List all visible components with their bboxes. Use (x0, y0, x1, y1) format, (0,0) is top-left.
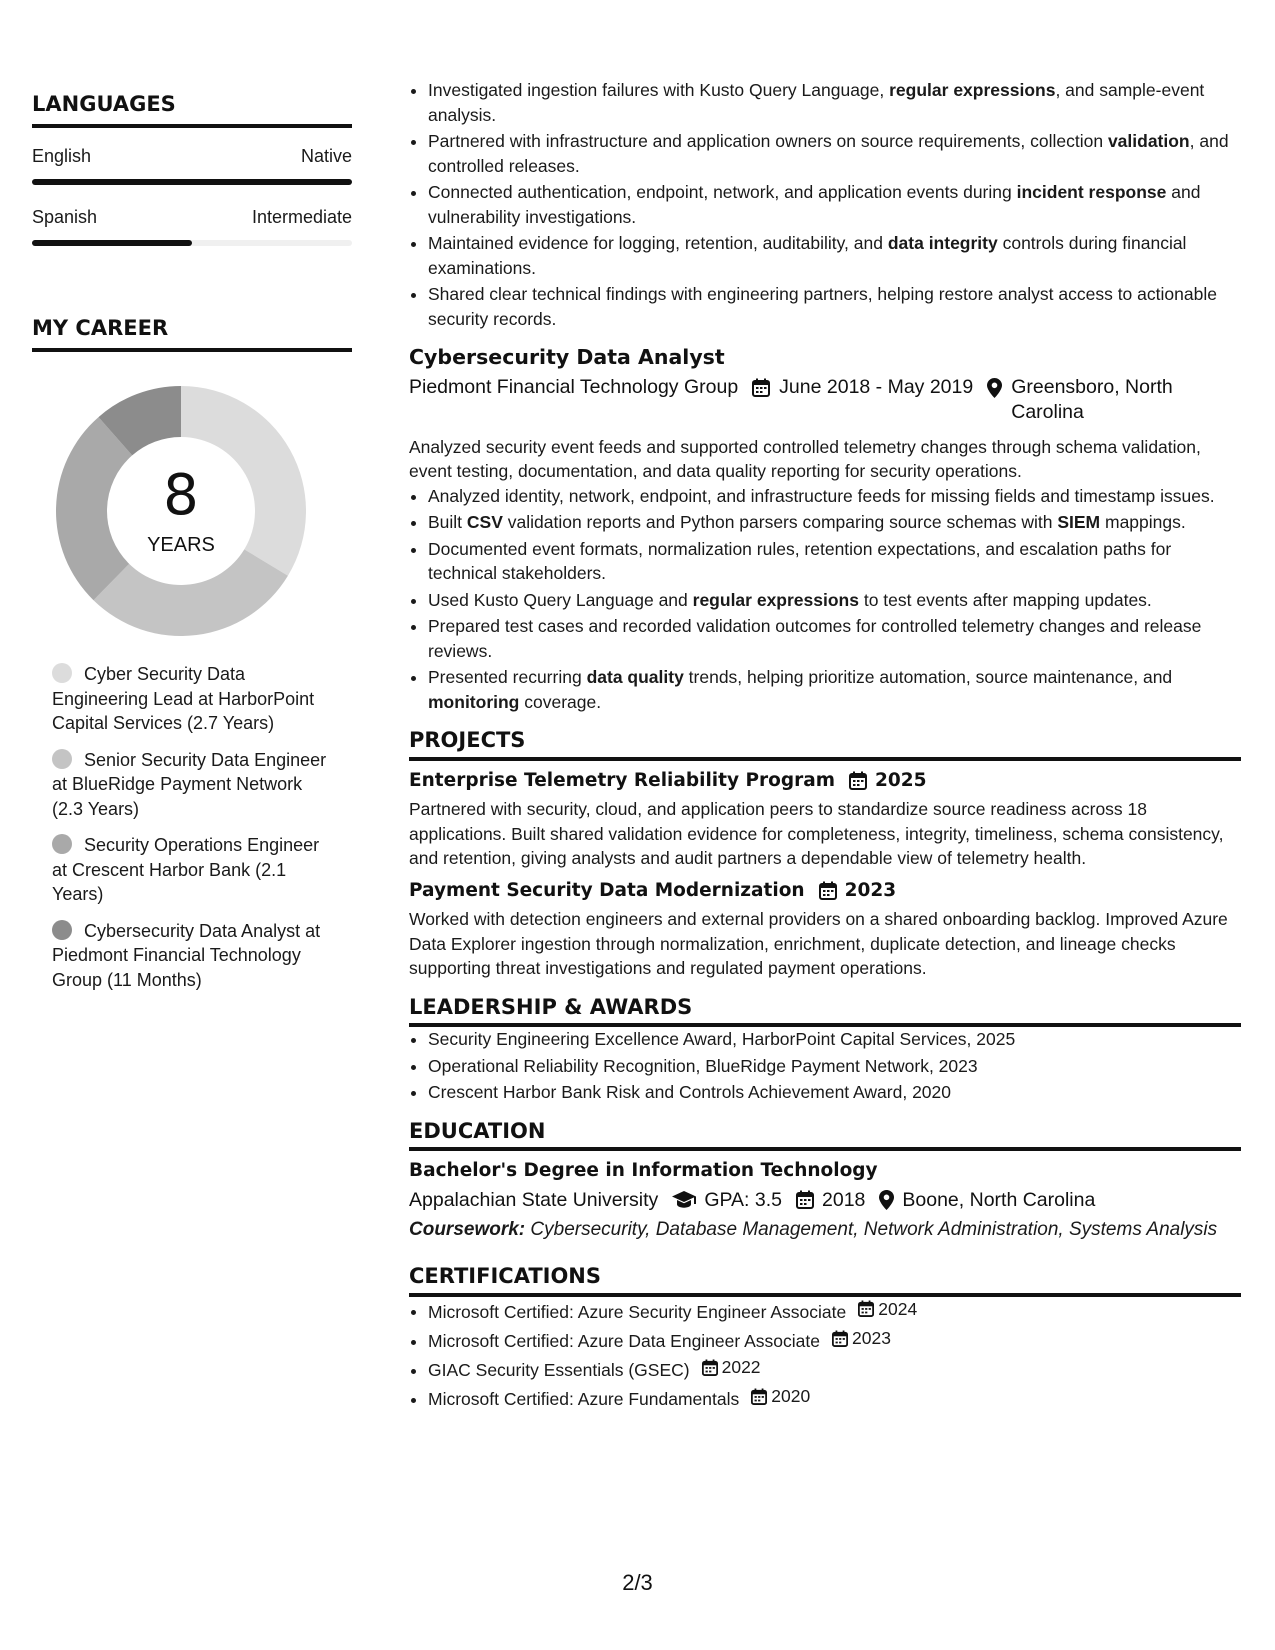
languages-heading: LANGUAGES (32, 92, 352, 128)
coursework-label: Coursework: (409, 1219, 526, 1240)
calendar-icon (849, 771, 867, 790)
calendar-icon (796, 1190, 814, 1209)
bullet-item (428, 537, 1241, 586)
bullet-text: coverage. (519, 691, 602, 712)
map-pin-icon (879, 1190, 894, 1210)
bullet-text: Shared clear technical findings with engineering partners, helping restore analyst access to actionable security records. (428, 284, 1217, 329)
legend-swatch (52, 749, 72, 769)
school-location: Boone, North Carolina (902, 1188, 1096, 1211)
legend-swatch (52, 663, 72, 683)
bullet-text: Connected authentication, endpoint, network, and application events during (428, 182, 1017, 202)
certification-name: Microsoft Certified: Azure Data Engineer Associate (428, 1330, 820, 1351)
certification-year: 2024 (878, 1298, 918, 1319)
job-location: Greensboro, North Carolina (1011, 375, 1173, 423)
bullet-text: trends, helping prioritize automation, source maintenance, and (683, 667, 1173, 687)
graduation-cap-icon (672, 1191, 696, 1208)
job-company: Piedmont Financial Technology Group (409, 375, 739, 398)
project-year: 2025 (875, 769, 927, 791)
page-number: 2/3 (622, 1570, 653, 1595)
language-level-fill (32, 240, 192, 246)
bullet-text: to test events after mapping updates. (858, 589, 1152, 610)
bullet-text: Maintained evidence for logging, retention, auditability, and (428, 233, 888, 253)
certification-year: 2023 (852, 1327, 891, 1348)
certifications-list (409, 1297, 1241, 1412)
coursework (409, 1218, 1241, 1242)
career-legend-label: Cybersecurity Data Analyst at Piedmont Financial Technology Group (11 Months) (52, 920, 321, 990)
bullet-text: Investigated ingestion failures with Kusto Query Language, (428, 80, 890, 100)
right-column (409, 78, 1241, 1414)
calendar-icon (819, 881, 837, 900)
language-name: Spanish (32, 207, 98, 227)
gpa: GPA: 3.5 (704, 1188, 782, 1211)
school-name: Appalachian State University (409, 1188, 659, 1211)
bullet-item (428, 282, 1241, 331)
certification-year: 2022 (721, 1357, 761, 1377)
bullet-keyword: incident response (1016, 182, 1167, 202)
certification-name: Microsoft Certified: Azure Security Engineer Associate (428, 1301, 847, 1322)
bullet-item (428, 484, 1241, 509)
certification-item (428, 1384, 1241, 1411)
bullet-item (428, 588, 1241, 613)
project-description: Partnered with security, cloud, and application peers to standardize source readiness across 18 applications. Built shared validation evidence for completeness, integrity, timeliness, schema consistency, and retention, giving analysts and audit partners a dependable view of telemetry health. (409, 799, 1224, 868)
language-name: English (32, 146, 92, 166)
job-dates-group (738, 375, 973, 425)
career-legend-item (52, 662, 337, 736)
legend-swatch (52, 834, 72, 854)
job-dates: June 2018 - May 2019 (779, 375, 974, 398)
bullet-text: Presented recurring (428, 667, 587, 687)
bullet-item (428, 180, 1241, 229)
awards-heading: LEADERSHIP & AWARDS (409, 995, 1241, 1028)
legend-swatch (52, 920, 72, 940)
calendar-icon (702, 1359, 718, 1376)
calendar-icon (752, 378, 770, 397)
certification-year: 2020 (771, 1386, 811, 1407)
award-item: • Crescent Harbor Bank Risk and Controls Achievement Award, 2020 (428, 1080, 1241, 1105)
career-total-years: 8 (163, 463, 199, 528)
language-level-bar (32, 179, 352, 185)
bullet-item (428, 231, 1241, 280)
education-meta (409, 1188, 1241, 1213)
bullet-keyword: validation (1107, 131, 1190, 151)
career-legend-label: Cyber Security Data Engineering Lead at HarborPoint Capital Services (2.7 Years) (52, 664, 315, 733)
project-description: Worked with detection engineers and external providers on a shared onboarding backlog. Improved Azure Data Explorer ingestion through normalization, enrichment, duplicate detection, and lineage checks supporting threat investigations and regulated payment operations. (409, 909, 1228, 978)
bullet-text: Used Kusto Query Language and (428, 589, 693, 610)
language-level: Intermediate (251, 207, 352, 227)
award-item: • Security Engineering Excellence Award, HarborPoint Capital Services, 2025 (428, 1027, 1241, 1052)
bullet-item (428, 510, 1241, 535)
bullet-keyword: regular expressions (692, 589, 859, 610)
project-name: Enterprise Telemetry Reliability Program (409, 769, 836, 791)
career-legend-item (52, 748, 337, 822)
job-title: Cybersecurity Data Analyst (409, 345, 725, 369)
bullet-text: Prepared test cases and recorded validation outcomes for controlled telemetry changes and release reviews. (428, 616, 1202, 661)
certification-name: GIAC Security Essentials (GSEC) (428, 1359, 690, 1380)
job-bullets (409, 484, 1241, 715)
bullet-text: , and sample-event analysis. (428, 80, 1205, 125)
job-meta (409, 375, 1241, 425)
bullet-text: Partnered with infrastructure and application owners on source requirements, collection (428, 131, 1108, 151)
calendar-icon (858, 1300, 874, 1317)
project-year: 2023 (844, 879, 897, 901)
previous-job-bullets (409, 78, 1241, 331)
certification-item (428, 1297, 1241, 1324)
projects-heading: PROJECTS (409, 728, 1241, 761)
coursework-list: Cybersecurity, Database Management, Network Administration, Systems Analysis (525, 1219, 1218, 1240)
bullet-item (428, 614, 1241, 663)
certification-item (428, 1326, 1241, 1353)
bullet-keyword: monitoring (428, 691, 520, 712)
bullet-text: , and controlled releases. (428, 131, 1229, 176)
language-level-fill (32, 179, 352, 185)
language-item (32, 146, 352, 185)
bullet-item (428, 665, 1241, 714)
bullet-text: controls during financial examinations. (428, 233, 1187, 278)
calendar-icon (751, 1388, 767, 1405)
bullet-item (428, 129, 1241, 178)
certification-item (428, 1355, 1241, 1382)
project-item (409, 879, 1241, 981)
project-name: Payment Security Data Modernization (409, 879, 805, 901)
career-heading: MY CAREER (32, 316, 352, 352)
bullet-item (428, 78, 1241, 127)
calendar-icon (832, 1330, 848, 1347)
language-level: Native (300, 146, 352, 166)
awards-list (409, 1027, 1241, 1105)
language-level-bar (32, 240, 352, 246)
career-legend-item (52, 919, 337, 993)
project-item (409, 769, 1241, 871)
bullet-keyword: regular expressions (889, 80, 1056, 100)
bullet-keyword: CSV (466, 512, 503, 532)
degree-title: Bachelor's Degree in Information Technology (409, 1160, 878, 1181)
bullet-text: Documented event formats, normalization rules, retention expectations, and escalation paths for technical stakeholders. (428, 538, 1172, 583)
bullet-keyword: data quality (586, 667, 684, 687)
bullet-text: Built (428, 512, 467, 532)
job-summary: Analyzed security event feeds and supported controlled telemetry changes through schema validation, event testing, documentation, and data quality reporting for security operations. (409, 436, 1201, 481)
career-legend-item (52, 833, 337, 907)
career-donut-chart (56, 386, 306, 636)
map-pin-icon (987, 378, 1002, 398)
graduation-year: 2018 (822, 1188, 866, 1211)
career-total-unit: YEARS (147, 534, 215, 556)
career-legend-label: Senior Security Data Engineer at BlueRidge Payment Network (2.3 Years) (52, 749, 327, 819)
bullet-text: validation reports and Python parsers comparing source schemas with (502, 512, 1058, 532)
certifications-heading: CERTIFICATIONS (409, 1264, 1241, 1297)
career-donut-center (56, 386, 306, 636)
bullet-keyword: data integrity (887, 233, 998, 253)
left-column (32, 92, 352, 1004)
award-item: • Operational Reliability Recognition, BlueRidge Payment Network, 2023 (428, 1054, 1241, 1079)
bullet-keyword: SIEM (1057, 512, 1101, 532)
certification-name: Microsoft Certified: Azure Fundamentals (428, 1389, 740, 1409)
bullet-text: and vulnerability investigations. (428, 182, 1201, 227)
bullet-text: Analyzed identity, network, endpoint, and infrastructure feeds for missing fields and timestamp issues. (428, 485, 1215, 506)
career-legend (52, 662, 337, 992)
job-location-group (973, 375, 1196, 425)
bullet-text: mappings. (1100, 512, 1186, 532)
education-heading: EDUCATION (409, 1119, 1241, 1152)
career-legend-label: Security Operations Engineer at Crescent Harbor Bank (2.1 Years) (52, 835, 320, 904)
language-item (32, 207, 352, 246)
